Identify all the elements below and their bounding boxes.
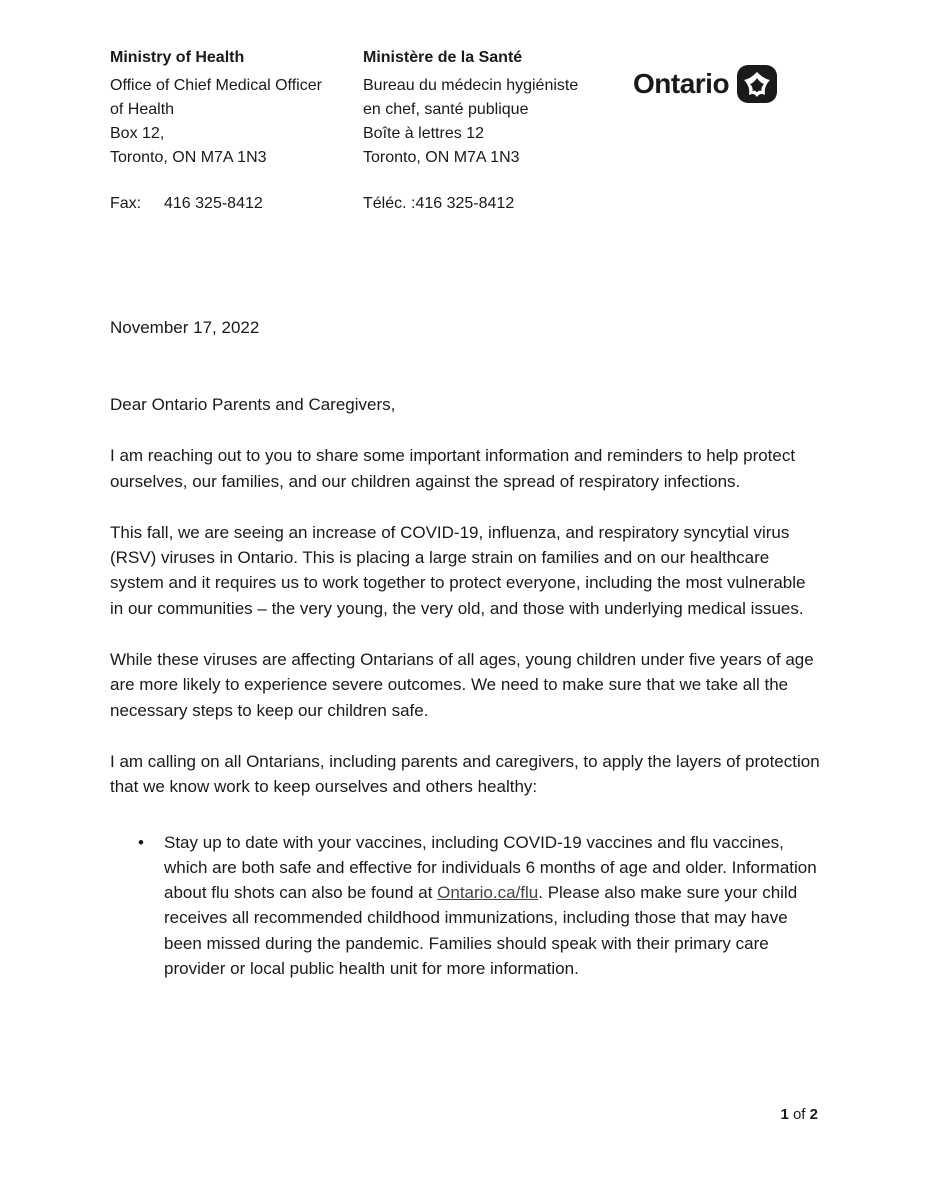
bullet-list	[110, 830, 822, 982]
bullet-text-continued: . Please also make sure your child receives all recommended childhood immunizations, including those that may have been missed during the pandemic. Families should speak with their primary care provider or local public health unit for more information.	[164, 883, 798, 979]
salutation: Dear Ontario Parents and Caregivers,	[110, 395, 396, 414]
header-english	[110, 46, 360, 216]
address-line-en: of Health	[110, 101, 175, 118]
bullet-text: Stay up to date with your vaccines, including COVID-19 vaccines and flu vaccines, which are both safe and effective for individuals 6 months of age and older. Information about flu shots can also be found at	[164, 832, 817, 903]
address-line-fr: Boîte à lettres 12	[363, 125, 484, 142]
fax-row-en	[110, 192, 360, 216]
page-of: of	[792, 1106, 806, 1123]
paragraph: I am reaching out to you to share some important information and reminders to help protect ourselves, our families, and our children against the spread of respiratory infections.	[110, 446, 796, 491]
header-french	[363, 46, 623, 216]
paragraph: This fall, we are seeing an increase of COVID-19, influenza, and respiratory syncytial virus (RSV) viruses in Ontario. This is placing a large strain on families and on our healthcare system and it requires us to work together to protect everyone, including the most vulnerable in our communities – the very young, the very old, and those with underlying medical issues.	[110, 522, 806, 618]
address-line-en: Box 12,	[110, 125, 165, 142]
ontario-logo	[633, 64, 779, 104]
ontario-flu-link[interactable]: Ontario.ca/flu	[437, 883, 539, 903]
logo-text: Ontario	[633, 68, 730, 99]
page-number	[780, 1106, 818, 1123]
list-item	[110, 830, 822, 982]
fax-number-en: 416 325-8412	[164, 195, 263, 212]
total-pages: 2	[809, 1106, 818, 1123]
paragraph: I am calling on all Ontarians, including parents and caregivers, to apply the layers of protection that we know work to keep ourselves and others healthy:	[110, 751, 820, 797]
ontario-trillium-icon	[735, 64, 779, 104]
bullet-marker: •	[138, 832, 144, 852]
ministry-title-fr: Ministère de la Santé	[363, 49, 523, 66]
letter-date: November 17, 2022	[110, 318, 260, 337]
address-line-fr: en chef, santé publique	[363, 101, 529, 118]
address-line-en: Office of Chief Medical Officer	[110, 77, 322, 94]
address-line-fr: Toronto, ON M7A 1N3	[363, 149, 520, 166]
letter-body	[110, 392, 822, 981]
address-line-fr: Bureau du médecin hygiéniste	[363, 77, 579, 94]
fax-label-en: Fax:	[110, 195, 142, 212]
current-page: 1	[780, 1106, 789, 1123]
ministry-title-en: Ministry of Health	[110, 49, 245, 66]
paragraph: While these viruses are affecting Ontarians of all ages, young children under five years of age are more likely to experience severe outcomes. We need to make sure that we take all the necessary steps to keep our children safe.	[110, 650, 814, 720]
address-line-en: Toronto, ON M7A 1N3	[110, 149, 267, 166]
fax-fr: Téléc. :416 325-8412	[363, 195, 515, 212]
